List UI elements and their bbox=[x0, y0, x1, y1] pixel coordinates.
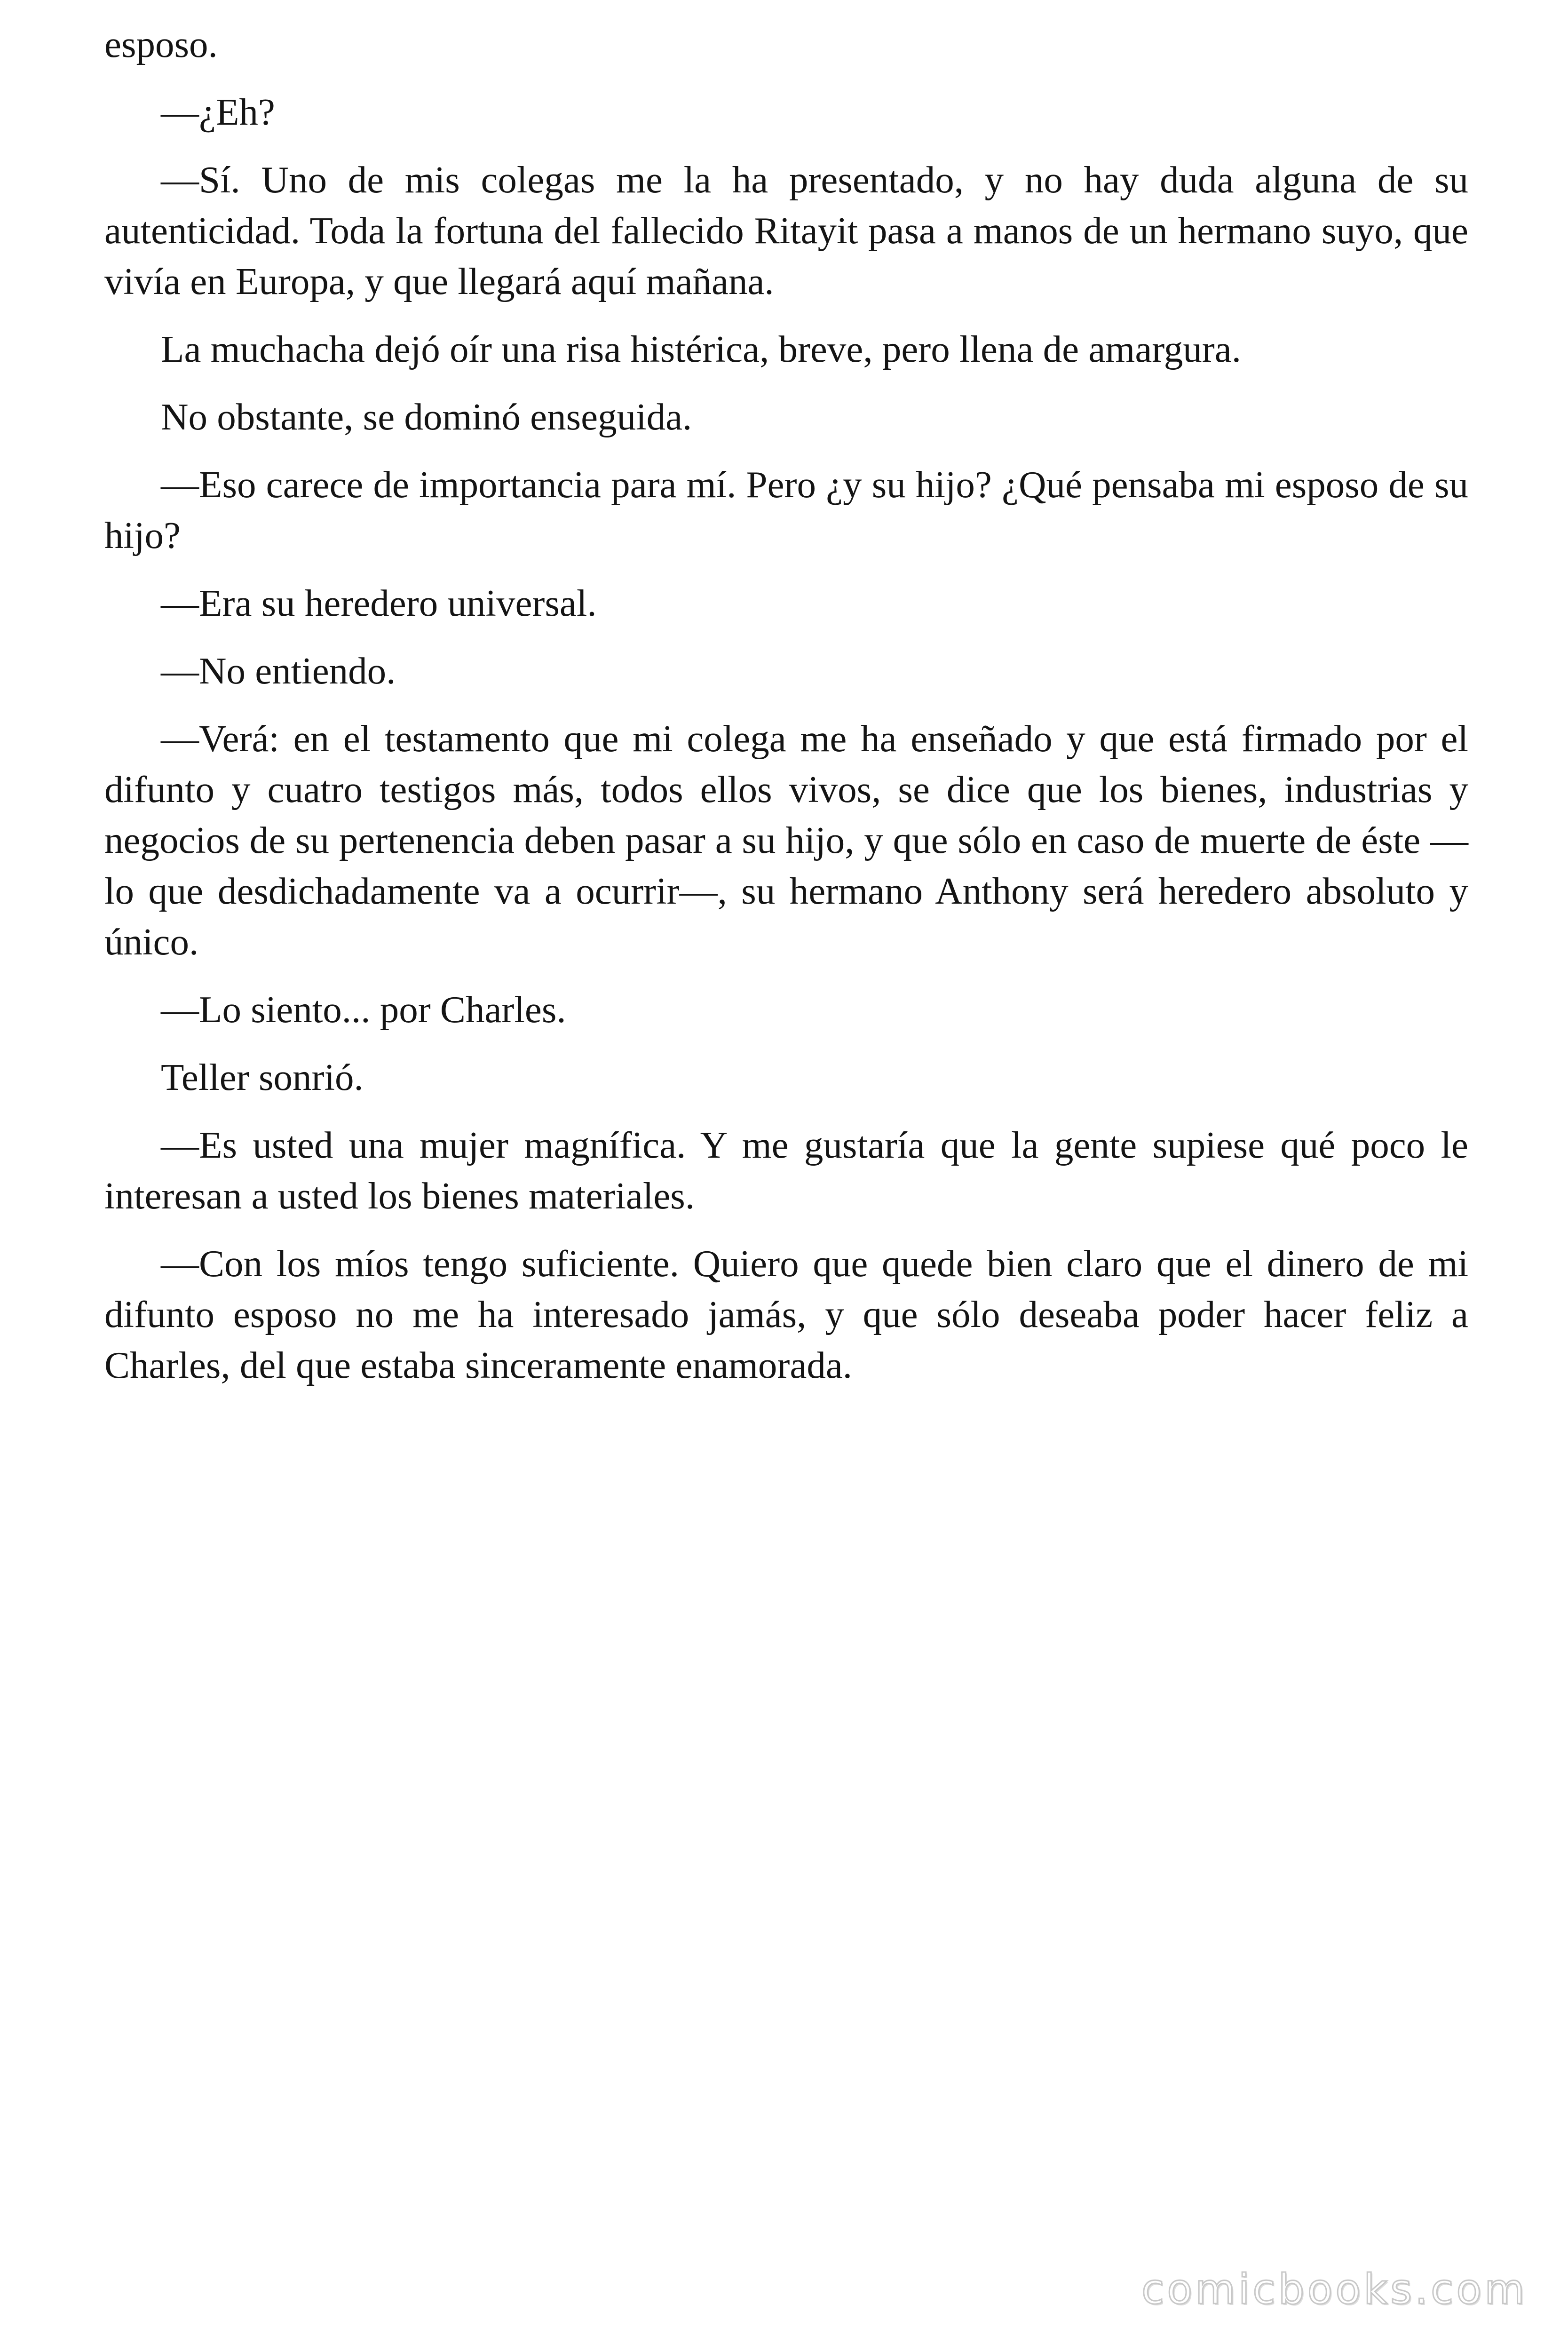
paragraph: —Con los míos tengo suficiente. Quiero que quede bien claro que el dinero de mi difunto esposo no me ha interesado jamás, y que sólo deseaba poder hacer feliz a Charles, del que estaba sinceramente enamorada. bbox=[104, 1242, 1468, 1386]
paragraph: La muchacha dejó oír una risa histérica, breve, pero llena de amargura. bbox=[161, 328, 1241, 370]
paragraph: —Sí. Uno de mis colegas me la ha presentado, y no hay duda alguna de su autenticidad. Toda la fortuna del fallecido Ritayit pasa a manos de un hermano suyo, que vivía en Europa, y que llegará aquí mañana. bbox=[104, 159, 1468, 302]
paragraph: Teller sonrió. bbox=[161, 1056, 364, 1098]
paragraph: —No entiendo. bbox=[161, 650, 396, 692]
watermark: comicbooks.com bbox=[1141, 2265, 1528, 2313]
document-body bbox=[104, 19, 1468, 1407]
paragraph: —Verá: en el testamento que mi colega me ha enseñado y que está firmado por el difunto y cuatro testigos más, todos ellos vivos, se dice que los bienes, industrias y negocios de su pertenencia deben pasar a su hijo, y que sólo en caso de muerte de éste —lo que desdichadamente va a ocurrir—, su hermano Anthony será heredero absoluto y único. bbox=[104, 717, 1468, 963]
paragraph: esposo. bbox=[104, 23, 218, 65]
paragraph: —Era su heredero universal. bbox=[161, 582, 597, 624]
paragraph: —Lo siento... por Charles. bbox=[161, 988, 566, 1031]
paragraph: —Es usted una mujer magnífica. Y me gustaría que la gente supiese qué poco le interesan a usted los bienes materiales. bbox=[104, 1124, 1468, 1217]
paragraph: —¿Eh? bbox=[161, 91, 275, 133]
paragraph: —Eso carece de importancia para mí. Pero ¿y su hijo? ¿Qué pensaba mi esposo de su hijo? bbox=[104, 463, 1468, 556]
paragraph: No obstante, se dominó enseguida. bbox=[161, 396, 692, 438]
